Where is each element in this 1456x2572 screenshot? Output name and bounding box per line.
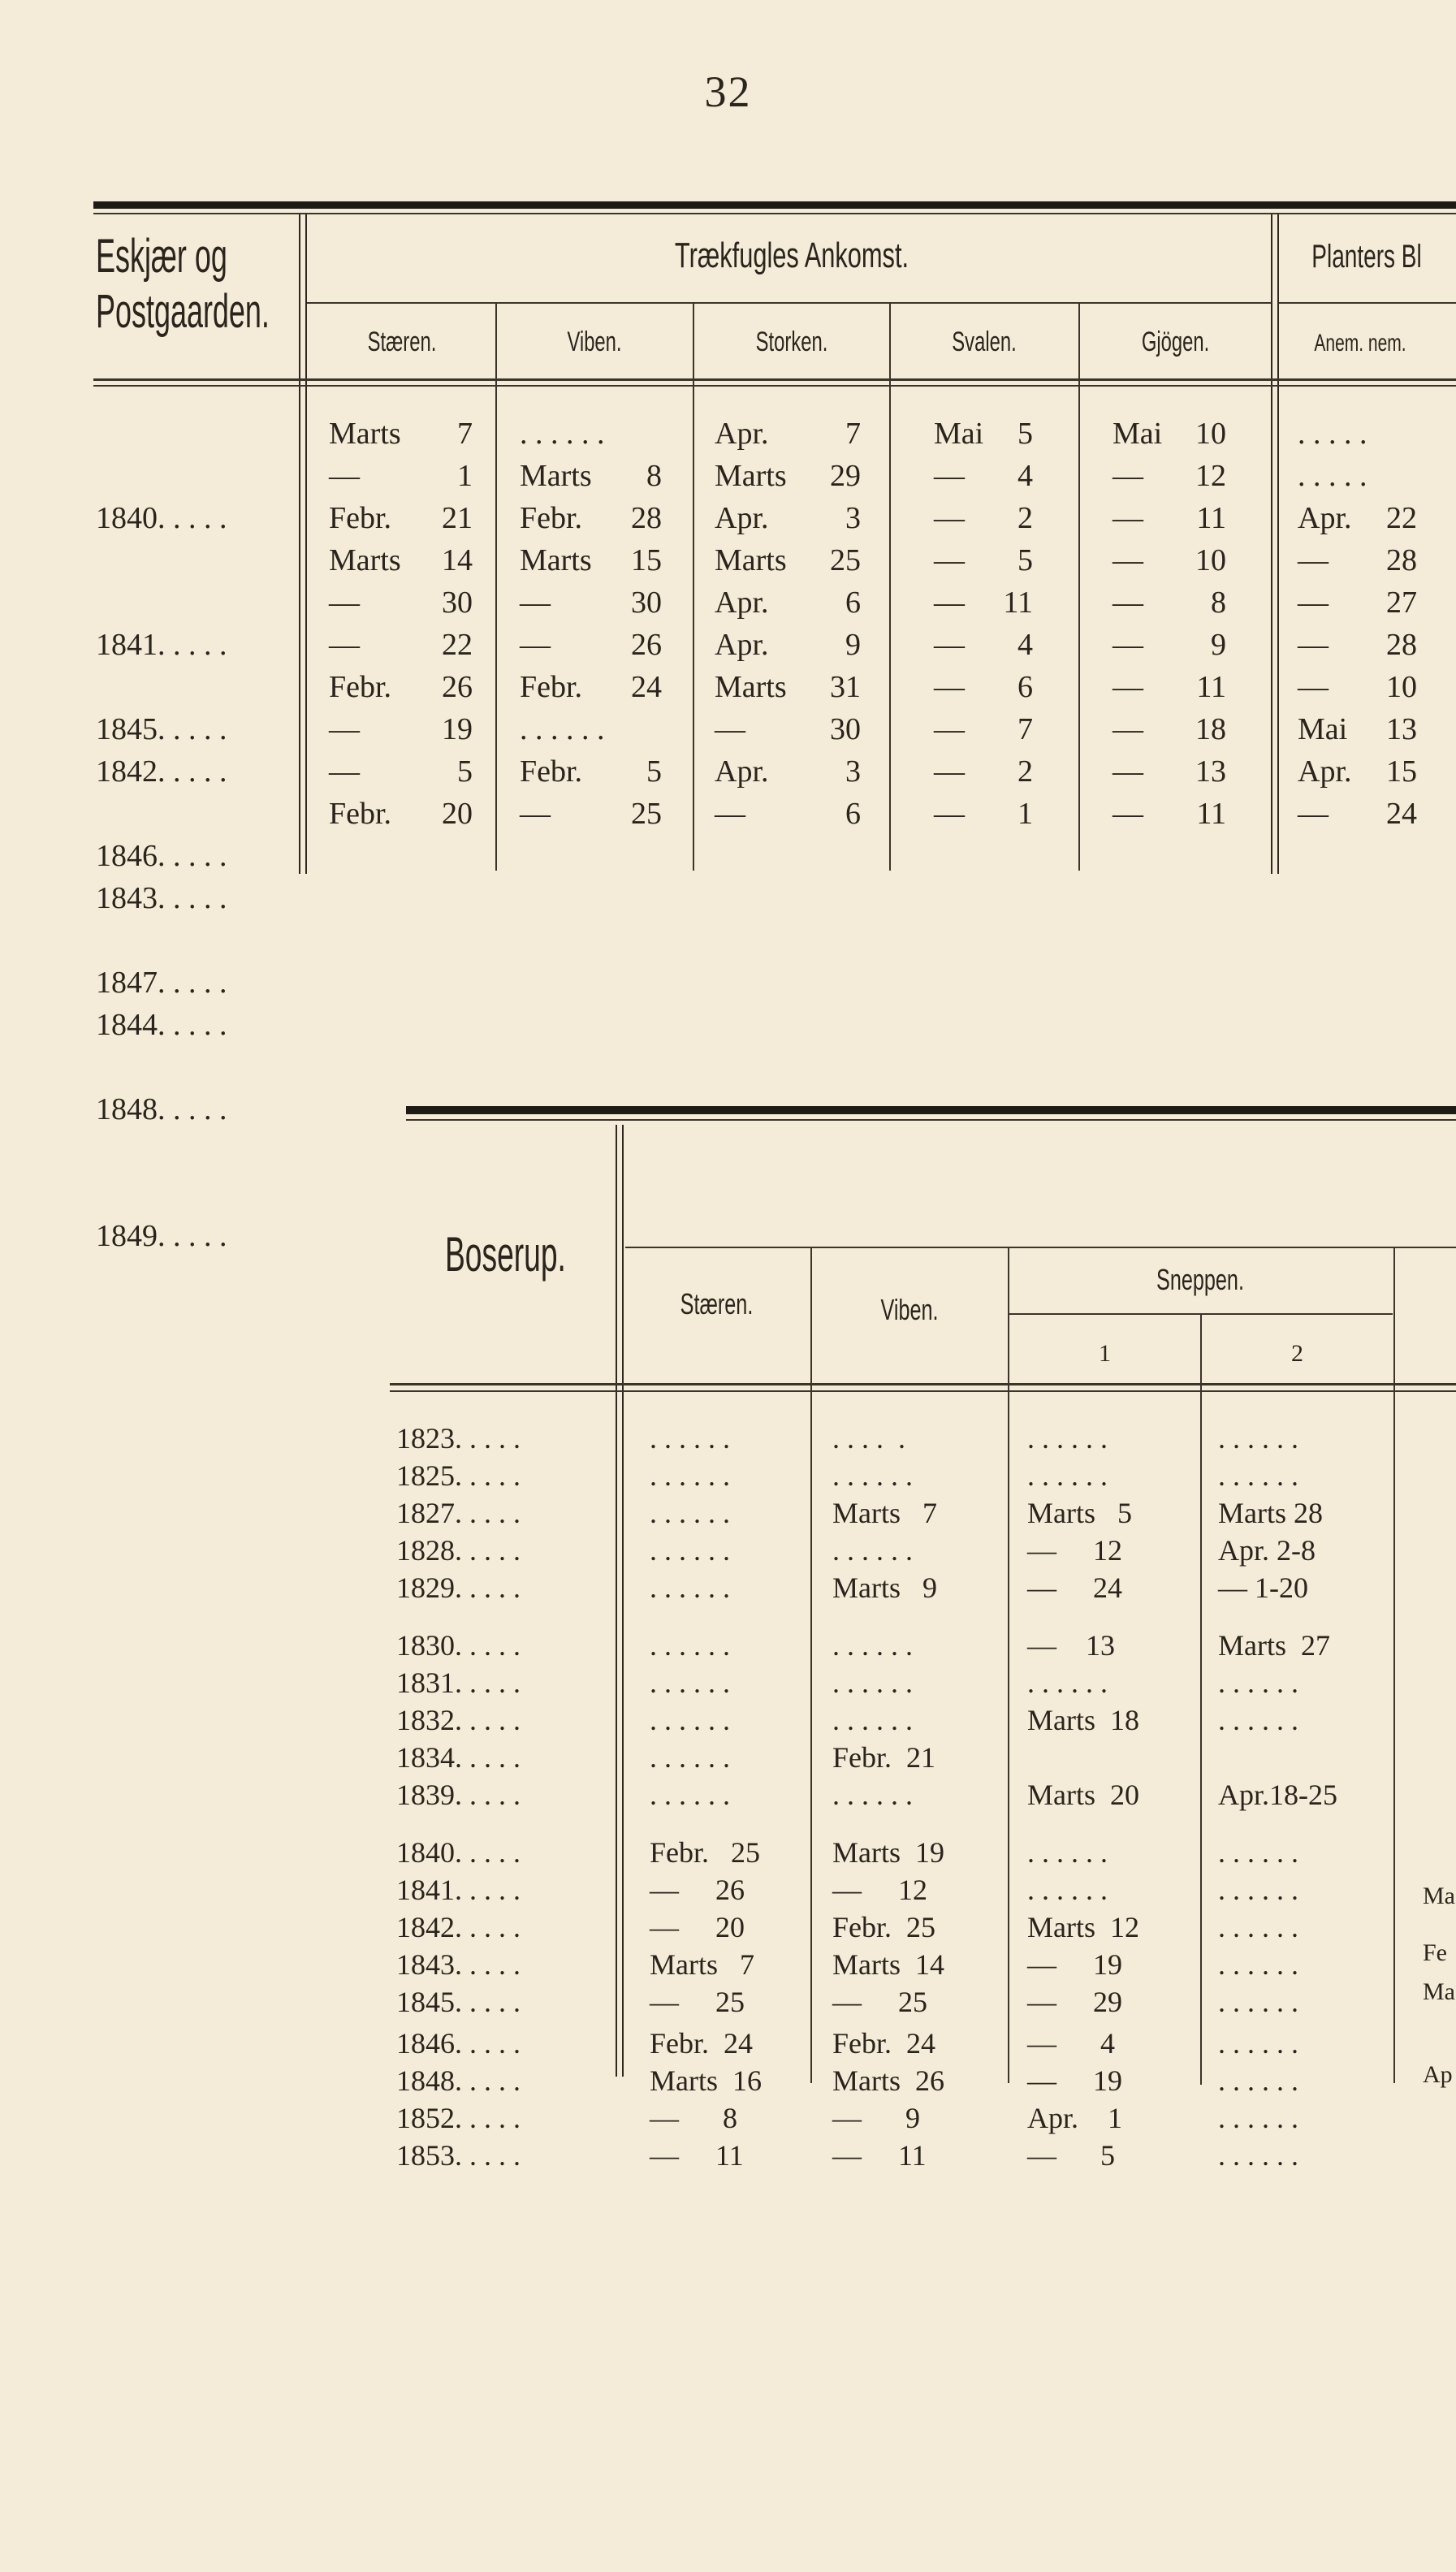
cell-sneppen2: Marts 28 [1218,1497,1323,1529]
cell-viben: . . . . . . [832,1779,913,1811]
year-label: 1827. . . . . [396,1497,521,1529]
year-label: 1823. . . . . [396,1422,521,1455]
cell-month-viben: Febr. [520,754,583,789]
cell-sneppen2: . . . . . . [1218,1459,1298,1492]
cell-day-anem: 22 [1386,501,1417,535]
year-label: 1843. . . . . [96,881,227,915]
cell-month-gjoegen: — [1113,670,1143,704]
cell-sneppen2: . . . . . . [1218,1666,1298,1699]
cell-sneppen2: . . . . . . [1218,1422,1298,1455]
cell-day-staeren: 1 [457,459,473,493]
cell-day-storken: 29 [830,459,861,493]
cell-day-viben: 15 [631,543,662,577]
sneppen-sub-2: 2 [1291,1340,1303,1367]
cell-sneppen1: Marts 18 [1027,1704,1139,1736]
cell-month-storken: Apr. [715,754,769,789]
year-label: 1843. . . . . [396,1948,521,1981]
cell-day-storken: 31 [830,670,861,704]
cell-month-staeren: Marts [329,543,401,577]
cell-day-svalen: 2 [1017,754,1033,789]
table2-header-upper-rule [625,1247,1456,1248]
cell-sneppen2: Apr. 2-8 [1218,1534,1316,1567]
cell-month-svalen: — [934,459,965,493]
cell-sneppen2: . . . . . . [1218,1911,1298,1943]
t2-col-sep-2 [1008,1247,1009,2083]
cell-day-anem: 28 [1386,628,1417,662]
cell-month-gjoegen: — [1113,712,1143,746]
t2-col-sep-4 [1393,1247,1395,2083]
cell-month-storken: Marts [715,459,787,493]
cell-day-svalen: 11 [1003,586,1033,620]
cell-sneppen2: . . . . . . [1218,1836,1298,1869]
table2-header-rule-1 [390,1383,1456,1385]
table1-title-line1: Eskjær og [96,230,227,283]
cell-staeren: — 8 [650,2102,737,2134]
col-header-gjoegen: Gjögen. [1141,326,1210,357]
cell-viben: Marts 26 [832,2064,944,2097]
year-label: 1842. . . . . [396,1911,521,1943]
cell-month-viben: Marts [520,459,592,493]
sneppen-sub-1: 1 [1099,1340,1111,1367]
cell-month-anem: — [1298,670,1329,704]
cell-viben: . . . . . . [832,1459,913,1492]
cell-day-viben: 8 [646,459,662,493]
cell-day-svalen: 2 [1017,501,1033,535]
table2-header-rule-2 [390,1390,1456,1392]
cell-month-anem: — [1298,628,1329,662]
cell-month-svalen: — [934,712,965,746]
table2-top-rule [406,1106,1456,1114]
cell-staeren: . . . . . . [650,1741,730,1774]
cell-month-storken: Apr. [715,586,769,620]
cell-month-gjoegen: — [1113,586,1143,620]
cell-viben: — 11 [832,2139,927,2172]
cell-sneppen2: Marts 27 [1218,1629,1330,1662]
cell-viben: — 12 [832,1874,927,1906]
cell-month-staeren: Febr. [329,670,392,704]
cell-viben: — 9 [832,2102,920,2134]
cell-day-storken: 6 [845,797,861,831]
cell-viben: Marts 7 [832,1497,937,1529]
year-label: 1840. . . . . [96,501,227,535]
cell-sneppen1: — 4 [1027,2027,1115,2060]
margin-fragment: Fe [1423,1939,1447,1966]
cell-day-gjoegen: 10 [1195,417,1226,451]
cell-month-staeren: — [329,754,360,789]
cell-day-staeren: 19 [442,712,473,746]
cell-month-storken: Marts [715,670,787,704]
cell-month-svalen: — [934,501,965,535]
cell-month-svalen: — [934,628,965,662]
cell-month-gjoegen: — [1113,628,1143,662]
cell-day-gjoegen: 11 [1196,670,1226,704]
cell-day-gjoegen: 18 [1195,712,1226,746]
cell-sneppen1: . . . . . . [1027,1874,1108,1906]
cell-month-staeren: — [329,628,360,662]
cell-sneppen1: — 24 [1027,1571,1122,1604]
cell-sneppen1: — 19 [1027,1948,1122,1981]
cell-day-anem: 27 [1386,586,1417,620]
year-label: 1849. . . . . [96,1219,227,1253]
cell-staeren: . . . . . . [650,1497,730,1529]
cell-day-staeren: 22 [442,628,473,662]
cell-month-gjoegen: — [1113,459,1143,493]
col-sep-4 [1078,302,1080,871]
cell-staeren: . . . . . . [650,1666,730,1699]
cell-month-viben: Marts [520,543,592,577]
cell-sneppen1: — 29 [1027,1986,1122,2018]
cell-day-svalen: 4 [1017,628,1033,662]
year-label: 1825. . . . . [396,1459,521,1492]
year-label: 1845. . . . . [396,1986,521,2018]
cell-day-gjoegen: 9 [1211,628,1226,662]
cell-sneppen2: . . . . . . [1218,2139,1298,2172]
year-label: 1844. . . . . [96,1008,227,1042]
cell-sneppen2: . . . . . . [1218,2064,1298,2097]
cell-viben: . . . . . [832,1422,905,1455]
year-label: 1830. . . . . [396,1629,521,1662]
cell-day-viben: 5 [646,754,662,789]
cell-sneppen1: — 5 [1027,2139,1115,2172]
cell-sneppen1: Marts 12 [1027,1911,1139,1943]
cell-day-staeren: 14 [442,543,473,577]
margin-fragment: Ap [1423,2061,1453,2088]
year-label: 1834. . . . . [396,1741,521,1774]
cell-viben: . . . . . . [832,1534,913,1567]
col-header-viben-2: Viben. [880,1293,939,1326]
cell-month-gjoegen: Mai [1113,417,1163,451]
cell-day-storken: 7 [845,417,861,451]
cell-month-viben: Febr. [520,670,583,704]
cell-sneppen2: Apr.18-25 [1218,1779,1337,1811]
margin-fragment: Ma [1423,1978,1455,2005]
col-header-svalen: Svalen. [952,326,1017,357]
cell-viben: Marts 14 [832,1948,944,1981]
cell-month-staeren: Febr. [329,797,392,831]
cell-month-storken: Apr. [715,628,769,662]
cell-sneppen1: Marts 5 [1027,1497,1132,1529]
cell-staeren: Marts 7 [650,1948,754,1981]
cell-staeren: . . . . . . [650,1422,730,1455]
year-label: 1853. . . . . [396,2139,521,2172]
year-label: 1845. . . . . [96,712,227,746]
cell-month-anem: — [1298,797,1329,831]
table1-title-line2: Postgaarden. [96,285,270,338]
col-header-sneppen: Sneppen. [1156,1263,1244,1296]
year-label: 1841. . . . . [96,628,227,662]
cell-month-anem: — [1298,543,1329,577]
cell-sneppen2: . . . . . . [1218,2102,1298,2134]
year-label: 1848. . . . . [96,1092,227,1126]
cell-staeren: . . . . . . [650,1459,730,1492]
year-label: 1840. . . . . [396,1836,521,1869]
cell-month-storken: Apr. [715,417,769,451]
cell-viben: Marts 19 [832,1836,944,1869]
group-header-underline [307,302,1272,304]
cell-month-viben: . . . . . . [520,712,605,746]
cell-month-gjoegen: — [1113,543,1143,577]
cell-day-anem: 24 [1386,797,1417,831]
cell-viben: . . . . . . [832,1666,913,1699]
year-label: 1831. . . . . [396,1666,521,1699]
cell-viben: . . . . . . [832,1704,913,1736]
cell-day-staeren: 26 [442,670,473,704]
cell-day-svalen: 1 [1017,797,1033,831]
col-header-staeren: Stæren. [367,326,437,357]
cell-sneppen1: . . . . . . [1027,1459,1108,1492]
cell-staeren: Marts 16 [650,2064,762,2097]
cell-month-svalen: — [934,670,965,704]
group-header-right-underline [1279,302,1456,304]
cell-sneppen1: . . . . . . [1027,1836,1108,1869]
cell-day-gjoegen: 10 [1195,543,1226,577]
cell-sneppen1: — 19 [1027,2064,1122,2097]
cell-sneppen1: Apr. 1 [1027,2102,1122,2134]
year-label: 1842. . . . . [96,754,227,789]
cell-sneppen2: — 1-20 [1218,1571,1308,1604]
cell-month-viben: . . . . . . [520,417,605,451]
cell-staeren: . . . . . . [650,1779,730,1811]
cell-day-gjoegen: 12 [1195,459,1226,493]
cell-month-anem: Mai [1298,712,1348,746]
cell-month-anem: — [1298,586,1329,620]
cell-month-staeren: — [329,459,360,493]
margin-fragment: Ma [1423,1883,1455,1909]
cell-day-storken: 3 [845,501,861,535]
cell-day-storken: 3 [845,754,861,789]
cell-day-svalen: 7 [1017,712,1033,746]
cell-sneppen2: . . . . . . [1218,1948,1298,1981]
table1-group-header-right: Planters Bl [1311,239,1422,274]
cell-staeren: . . . . . . [650,1629,730,1662]
cell-month-staeren: Marts [329,417,401,451]
cell-month-gjoegen: — [1113,797,1143,831]
cell-day-anem: 13 [1386,712,1417,746]
year-label: 1846. . . . . [96,839,227,873]
cell-day-viben: 28 [631,501,662,535]
cell-staeren: Febr. 25 [650,1836,761,1869]
year-label: 1852. . . . . [396,2102,521,2134]
cell-day-svalen: 4 [1017,459,1033,493]
cell-day-svalen: 5 [1017,543,1033,577]
cell-month-staeren: Febr. [329,501,392,535]
year-label: 1841. . . . . [396,1874,521,1906]
cell-month-staeren: — [329,712,360,746]
cell-month-storken: — [715,797,745,831]
cell-sneppen2: . . . . . . [1218,2027,1298,2060]
cell-day-staeren: 30 [442,586,473,620]
cell-day-gjoegen: 11 [1196,797,1226,831]
cell-month-anem: . . . . . [1298,459,1367,493]
year-label: 1832. . . . . [396,1704,521,1736]
cell-sneppen2: . . . . . . [1218,1704,1298,1736]
cell-sneppen1: — 12 [1027,1534,1122,1567]
cell-staeren: — 26 [650,1874,745,1906]
year-label: 1828. . . . . [396,1534,521,1567]
cell-sneppen1: . . . . . . [1027,1666,1108,1699]
col-sep-3 [889,302,891,871]
top-rule [93,201,1456,209]
cell-day-staeren: 7 [457,417,473,451]
right-section-separator [1271,214,1279,874]
cell-month-svalen: — [934,543,965,577]
page-number: 32 [704,67,752,116]
cell-month-viben: Febr. [520,501,583,535]
cell-month-anem: Apr. [1298,754,1352,789]
header-rule-1 [93,378,1456,381]
cell-sneppen1: . . . . . . [1027,1422,1108,1455]
cell-day-storken: 9 [845,628,861,662]
col-sep-1 [495,302,497,871]
cell-day-staeren: 5 [457,754,473,789]
cell-month-storken: — [715,712,745,746]
t2-col-sep-3 [1200,1313,1202,2085]
year-label: 1848. . . . . [396,2064,521,2097]
cell-day-viben: 24 [631,670,662,704]
cell-day-gjoegen: 8 [1211,586,1226,620]
year-label: 1847. . . . . [96,966,227,1000]
cell-sneppen2: . . . . . . [1218,1874,1298,1906]
cell-month-anem: Apr. [1298,501,1352,535]
cell-viben: — 25 [832,1986,927,2018]
cell-month-svalen: Mai [934,417,984,451]
cell-viben: Febr. 24 [832,2027,936,2060]
cell-sneppen1: — 13 [1027,1629,1115,1662]
cell-month-viben: — [520,797,551,831]
year-label: 1829. . . . . [396,1571,521,1604]
cell-staeren: — 20 [650,1911,745,1943]
cell-day-viben: 30 [631,586,662,620]
cell-day-svalen: 5 [1017,417,1033,451]
title-column-separator [299,214,307,874]
table1-group-header: Trækfugles Ankomst. [674,236,909,275]
cell-month-storken: Marts [715,543,787,577]
col-header-viben: Viben. [567,326,622,357]
cell-month-svalen: — [934,754,965,789]
col-header-anem: Anem. nem. [1314,330,1406,357]
cell-staeren: Febr. 24 [650,2027,754,2060]
cell-viben: . . . . . . [832,1629,913,1662]
year-label: 1846. . . . . [396,2027,521,2060]
cell-staeren: — 25 [650,1986,745,2018]
cell-day-viben: 26 [631,628,662,662]
table2-top-rule-thin [406,1119,1456,1121]
cell-month-viben: — [520,628,551,662]
table2-title-separator [616,1125,624,2077]
cell-viben: Febr. 25 [832,1911,936,1943]
cell-month-gjoegen: — [1113,501,1143,535]
cell-day-anem: 10 [1386,670,1417,704]
cell-day-gjoegen: 11 [1196,501,1226,535]
cell-month-viben: — [520,586,551,620]
header-rule-2 [93,385,1456,387]
cell-staeren: . . . . . . [650,1534,730,1567]
cell-staeren: . . . . . . [650,1571,730,1604]
cell-month-gjoegen: — [1113,754,1143,789]
col-sep-2 [693,302,694,871]
cell-viben: Marts 9 [832,1571,937,1604]
cell-staeren: — 11 [650,2139,744,2172]
cell-viben: Febr. 21 [832,1741,936,1774]
cell-sneppen1: Marts 20 [1027,1779,1139,1811]
cell-day-storken: 30 [830,712,861,746]
cell-month-anem: . . . . . [1298,417,1367,451]
cell-day-staeren: 21 [442,501,473,535]
cell-day-svalen: 6 [1017,670,1033,704]
cell-sneppen2: . . . . . . [1218,1986,1298,2018]
table2-title: Boserup. [445,1227,566,1282]
cell-staeren: . . . . . . [650,1704,730,1736]
col-header-staeren-2: Stæren. [680,1287,754,1321]
year-label: 1839. . . . . [396,1779,521,1811]
cell-month-svalen: — [934,797,965,831]
cell-day-viben: 25 [631,797,662,831]
cell-day-staeren: 20 [442,797,473,831]
cell-day-anem: 28 [1386,543,1417,577]
top-rule-thin [93,213,1456,214]
cell-month-staeren: — [329,586,360,620]
cell-day-storken: 25 [830,543,861,577]
cell-day-storken: 6 [845,586,861,620]
cell-day-anem: 15 [1386,754,1417,789]
cell-day-gjoegen: 13 [1195,754,1226,789]
cell-month-svalen: — [934,586,965,620]
t2-col-sep-1 [810,1247,812,2083]
cell-month-storken: Apr. [715,501,769,535]
col-header-storken: Storken. [755,326,828,357]
